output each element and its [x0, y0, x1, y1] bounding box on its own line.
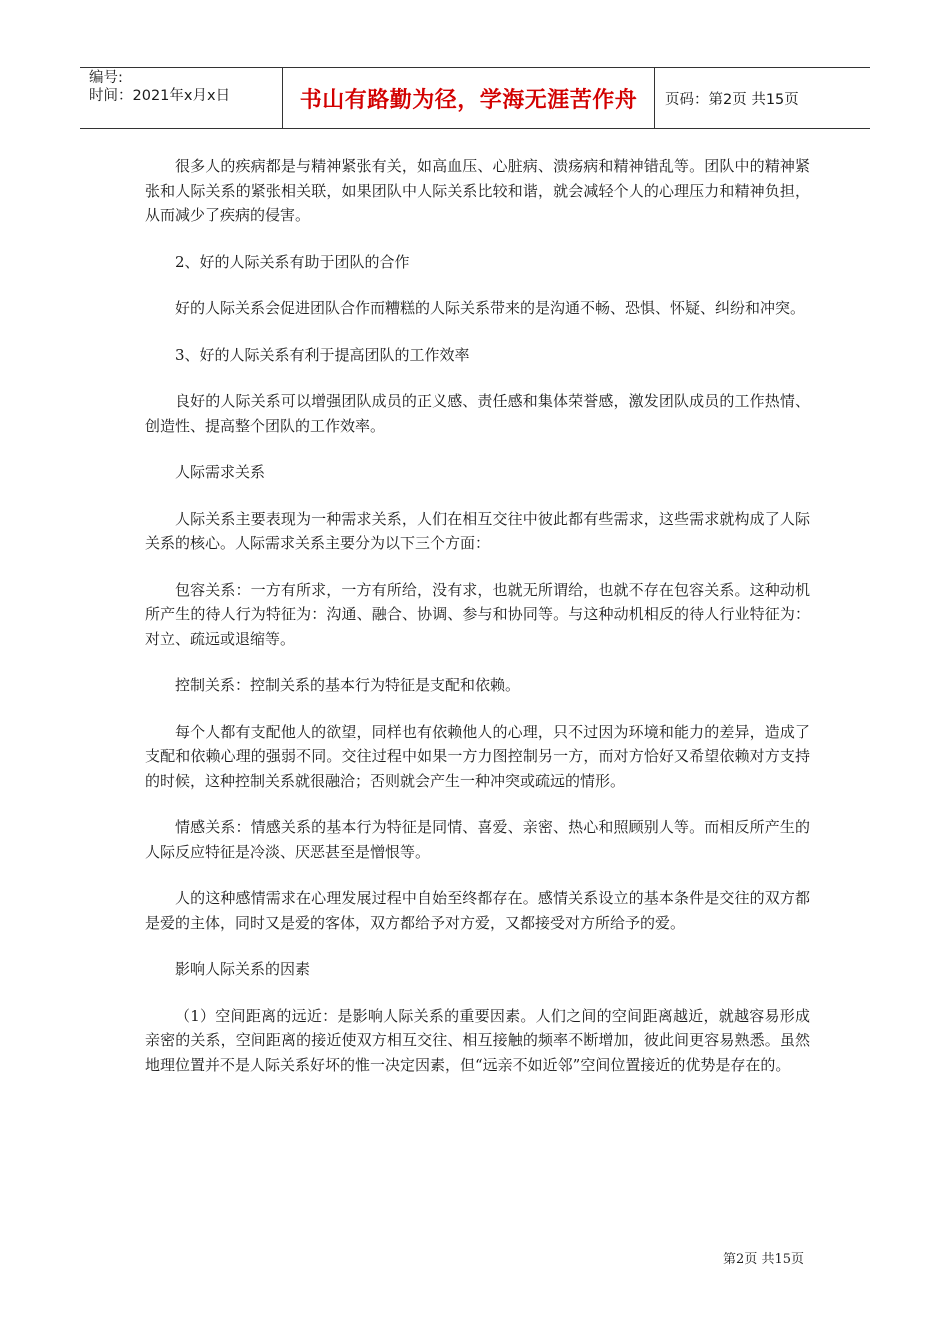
paragraph: 控制关系：控制关系的基本行为特征是支配和依赖。 — [175, 676, 521, 694]
header-motto: 书山有路勤为径，学海无涯苦作舟 — [283, 68, 655, 128]
paragraph: 情感关系：情感关系的基本行为特征是同情、喜爱、亲密、热心和照顾别人等。而相反所产生的人际反应特征是冷淡、厌恶甚至是憎恨等。 — [145, 818, 810, 861]
number-label: 编号: — [89, 70, 123, 86]
paragraph: 好的人际关系会促进团队合作而糟糕的人际关系带来的是沟通不畅、恐惧、怀疑、纠纷和冲突。 — [175, 299, 806, 317]
page-footer: 第2页 共15页 — [723, 1252, 804, 1267]
document-body — [145, 154, 810, 1099]
page-header — [80, 67, 870, 129]
paragraph: 人际关系主要表现为一种需求关系，人们在相互交往中彼此都有些需求，这些需求就构成了人际关系的核心。人际需求关系主要分为以下三个方面： — [145, 509, 810, 552]
header-meta — [80, 68, 283, 128]
section-heading: 3、好的人际关系有利于提高团队的工作效率 — [175, 345, 470, 364]
paragraph: 包容关系：一方有所求，一方有所给，没有求，也就无所谓给，也就不存在包容关系。这种动机所产生的待人行为特征为：沟通、融合、协调、参与和协同等。与这种动机相反的待人行业特征为：对立、疏远或退缩等。 — [145, 580, 810, 648]
section-heading: 人际需求关系 — [175, 463, 266, 481]
paragraph: 很多人的疾病都是与精神紧张有关，如高血压、心脏病、溃疡病和精神错乱等。团队中的精神紧张和人际关系的紧张相关联，如果团队中人际关系比较和谐，就会减轻个人的心理压力和精神负担，从而减少了疾病的侵害。 — [145, 157, 810, 224]
paragraph: 良好的人际关系可以增强团队成员的正义感、责任感和集体荣誉感，激发团队成员的工作热情、创造性、提高整个团队的工作效率。 — [145, 392, 810, 435]
paragraph: 人的这种感情需求在心理发展过程中自始至终都存在。感情关系设立的基本条件是交往的双方都是爱的主体，同时又是爱的客体，双方都给予对方爱，又都接受对方所给予的爱。 — [145, 889, 810, 932]
section-heading: 2、好的人际关系有助于团队的合作 — [175, 252, 410, 271]
time-label: 时间：2021年x月x日 — [89, 88, 231, 104]
paragraph: 每个人都有支配他人的欲望，同样也有依赖他人的心理，只不过因为环境和能力的差异，造成了支配和依赖心理的强弱不同。交往过程中如果一方力图控制另一方，而对方恰好又希望依赖对方支持的时候，这种控制关系就很融洽；否则就会产生一种冲突或疏远的情形。 — [145, 722, 810, 790]
section-heading: 影响人际关系的因素 — [175, 960, 311, 978]
paragraph: （1）空间距离的远近：是影响人际关系的重要因素。人们之间的空间距离越近，就越容易形成亲密的关系，空间距离的接近使双方相互交往、相互接触的频率不断增加，彼此间更容易熟悉。虽然地理位置并不是人际关系好坏的惟一决定因素，但“远亲不如近邻”空间位置接近的优势是存在的。 — [145, 1006, 810, 1074]
header-page-number: 页码：第2页 共15页 — [665, 91, 799, 108]
